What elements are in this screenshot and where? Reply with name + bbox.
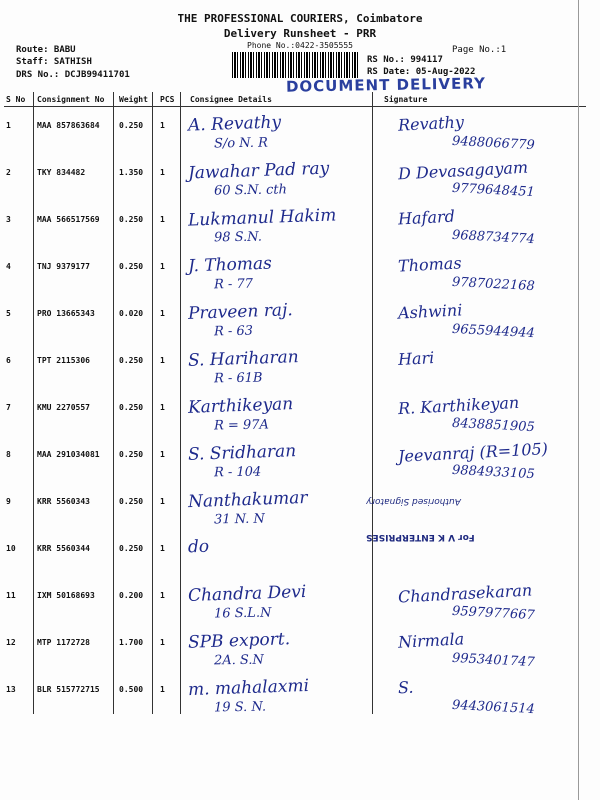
receiver-phone: 9688734774 [451, 227, 536, 248]
consignee-cell [188, 530, 382, 577]
row-sno: 5 [6, 308, 11, 318]
consignee-name: do [187, 536, 210, 558]
consignee-name: S. Sridharan [187, 441, 297, 465]
consignee-address: 60 S.N. cth [213, 182, 288, 199]
row-sno: 6 [6, 355, 11, 365]
row-sno: 10 [6, 543, 16, 553]
consignment-number: BLR 515772715 [37, 684, 100, 694]
consignment-number: PRO 13665343 [37, 308, 95, 318]
receiver-phone: 9597977667 [451, 603, 536, 624]
consignee-cell [188, 624, 382, 671]
row-sno: 12 [6, 637, 16, 647]
consignment-number: IXM 50168693 [37, 590, 95, 600]
consignee-address: 2A. S.N [213, 652, 265, 669]
col-pcs: PCS [158, 92, 188, 107]
col-consignment: Consignment No [35, 92, 117, 107]
receiver-phone: 9443061514 [451, 697, 536, 718]
row-sno: 9 [6, 496, 11, 506]
row-sno: 8 [6, 449, 11, 459]
receiver-phone: 9953401747 [451, 650, 536, 671]
table-row [4, 436, 586, 483]
document-delivery-stamp: DOCUMENT DELIVERY [285, 74, 487, 96]
phone-number: Phone No.:0422-3505555 [247, 41, 353, 50]
weight-value: 0.200 [119, 590, 144, 600]
pcs-value: 1 [160, 449, 165, 459]
runsheet-table [4, 92, 586, 718]
runsheet-subtitle: Delivery Runsheet - PRR [223, 27, 377, 40]
signature-name: Chandrasekaran [397, 580, 533, 607]
receiver-phone: 9779648451 [451, 180, 536, 201]
consignee-name: Jawahar Pad ray [187, 158, 330, 184]
col-weight: Weight [117, 92, 158, 107]
pcs-value: 1 [160, 261, 165, 271]
pcs-value: 1 [160, 402, 165, 412]
signature-cell [382, 436, 586, 483]
table-row [4, 201, 586, 248]
staff-label: Staff: SATHISH [16, 57, 92, 67]
consignee-name: A. Revathy [187, 112, 282, 136]
consignee-name: J. Thomas [187, 253, 273, 277]
table-row [4, 389, 586, 436]
rs-number: RS No.: 994117 [367, 55, 443, 65]
table-row [4, 671, 586, 718]
signature-name: Thomas [397, 253, 462, 276]
weight-value: 0.250 [119, 543, 144, 553]
pcs-value: 1 [160, 637, 165, 647]
receiver-phone: 9787022168 [451, 274, 536, 295]
consignment-number: MAA 566517569 [37, 214, 100, 224]
col-consignee: Consignee Details [188, 92, 382, 107]
consignment-number: KRR 5560343 [37, 496, 90, 506]
signature-cell [382, 107, 586, 154]
consignee-name: Lukmanul Hakim [187, 205, 337, 231]
consignee-cell [188, 107, 382, 154]
consignee-cell [188, 577, 382, 624]
consignment-number: MAA 857863684 [37, 121, 100, 130]
consignee-address: 31 N. N [213, 511, 265, 528]
consignee-address: R - 61B [213, 370, 263, 387]
table-header-row [4, 92, 586, 107]
consignee-address: R = 97A [213, 417, 270, 434]
table-row [4, 577, 586, 624]
pcs-value: 1 [160, 121, 165, 130]
consignee-name: Karthikeyan [187, 394, 294, 418]
consignee-cell [188, 201, 382, 248]
col-signature: Signature [382, 92, 586, 107]
weight-value: 0.250 [119, 402, 144, 412]
barcode [232, 52, 360, 78]
pcs-value: 1 [160, 214, 165, 224]
signature-cell [382, 671, 586, 718]
row-sno: 13 [6, 684, 16, 694]
drs-label: DRS No.: DCJB99411701 [16, 70, 130, 80]
consignment-number: KMU 2270557 [37, 402, 90, 412]
table-row [4, 342, 586, 389]
signature-cell [382, 624, 586, 671]
table-row [4, 248, 586, 295]
company-seal [362, 488, 562, 544]
weight-value: 1.350 [119, 167, 144, 177]
consignee-cell [188, 671, 382, 718]
row-sno: 3 [6, 214, 11, 224]
consignee-name: m. mahalaxmi [187, 675, 310, 701]
consignee-cell [188, 248, 382, 295]
pcs-value: 1 [160, 590, 165, 600]
consignee-name: Chandra Devi [187, 581, 307, 607]
consignee-cell [188, 483, 382, 530]
table-row [4, 624, 586, 671]
signature-name: Jeevanraj (R=105) [397, 439, 549, 466]
consignment-number: KRR 5560344 [37, 543, 90, 553]
receiver-phone: 9655944944 [451, 321, 536, 342]
consignee-cell [188, 342, 382, 389]
row-sno: 1 [6, 121, 11, 130]
consignee-name: Nanthakumar [187, 487, 308, 513]
row-sno: 7 [6, 402, 11, 412]
signature-name: Hari [397, 348, 435, 369]
consignee-address: 16 S.L.N [213, 605, 272, 622]
weight-value: 0.500 [119, 684, 144, 694]
receiver-phone: 8438851905 [451, 415, 536, 436]
signature-name: D Devasagayam [397, 157, 529, 184]
page-number: Page No.:1 [452, 45, 507, 55]
rs-date: RS Date: 05-Aug-2022 [367, 67, 476, 77]
pcs-value: 1 [160, 684, 165, 694]
table-row [4, 107, 586, 154]
signature-name: Nirmala [397, 629, 465, 652]
page-edge [578, 0, 579, 800]
pcs-value: 1 [160, 308, 165, 318]
signature-cell [382, 154, 586, 201]
row-sno: 11 [6, 590, 16, 600]
consignee-name: SPB export. [187, 629, 291, 653]
weight-value: 0.250 [119, 261, 144, 271]
consignee-address: S/o N. R [213, 135, 268, 152]
signature-name: Ashwini [397, 300, 463, 323]
signature-cell [382, 295, 586, 342]
table-row [4, 154, 586, 201]
receiver-phone: 9884933105 [451, 462, 536, 483]
consignee-address: R - 63 [213, 323, 254, 340]
consignee-cell [188, 436, 382, 483]
seal-role: Authorised Signatory [366, 496, 461, 506]
weight-value: 0.250 [119, 121, 144, 130]
weight-value: 0.250 [119, 496, 144, 506]
signature-cell [382, 577, 586, 624]
consignee-name: S. Hariharan [187, 347, 299, 371]
consignment-number: TPT 2115306 [37, 355, 90, 365]
signature-name: Revathy [397, 112, 465, 135]
weight-value: 0.250 [119, 355, 144, 365]
signature-name: Hafard [397, 206, 456, 229]
receiver-phone: 9488066779 [451, 133, 536, 154]
consignee-address: R - 77 [213, 276, 254, 293]
company-title: THE PROFESSIONAL COURIERS, Coimbatore [177, 12, 423, 25]
consignee-cell [188, 389, 382, 436]
consignee-address: R - 104 [213, 464, 262, 481]
col-sno: S No [4, 92, 35, 107]
pcs-value: 1 [160, 167, 165, 177]
signature-name: S. [397, 677, 414, 698]
consignee-address: 98 S.N. [213, 229, 263, 246]
row-sno: 2 [6, 167, 11, 177]
weight-value: 0.250 [119, 214, 144, 224]
pcs-value: 1 [160, 496, 165, 506]
consignee-cell [188, 154, 382, 201]
weight-value: 0.020 [119, 308, 144, 318]
consignee-name: Praveen raj. [187, 300, 294, 324]
consignment-number: MAA 291034081 [37, 449, 100, 459]
consignee-cell [188, 295, 382, 342]
consignee-address: 19 S. N. [213, 699, 267, 716]
consignment-number: TKY 834482 [37, 167, 86, 177]
weight-value: 0.250 [119, 449, 144, 459]
table-row [4, 295, 586, 342]
pcs-value: 1 [160, 543, 165, 553]
consignment-number: TNJ 9379177 [37, 261, 90, 271]
signature-cell [382, 201, 586, 248]
consignment-number: MTP 1172728 [37, 637, 90, 647]
signature-name: R. Karthikeyan [397, 392, 520, 419]
signature-cell [382, 389, 586, 436]
seal-company-name: For V K ENTERPRISES [366, 532, 475, 542]
pcs-value: 1 [160, 355, 165, 365]
signature-cell [382, 342, 586, 389]
route-label: Route: BABU [16, 45, 76, 55]
weight-value: 1.700 [119, 637, 144, 647]
signature-cell [382, 248, 586, 295]
row-sno: 4 [6, 261, 11, 271]
